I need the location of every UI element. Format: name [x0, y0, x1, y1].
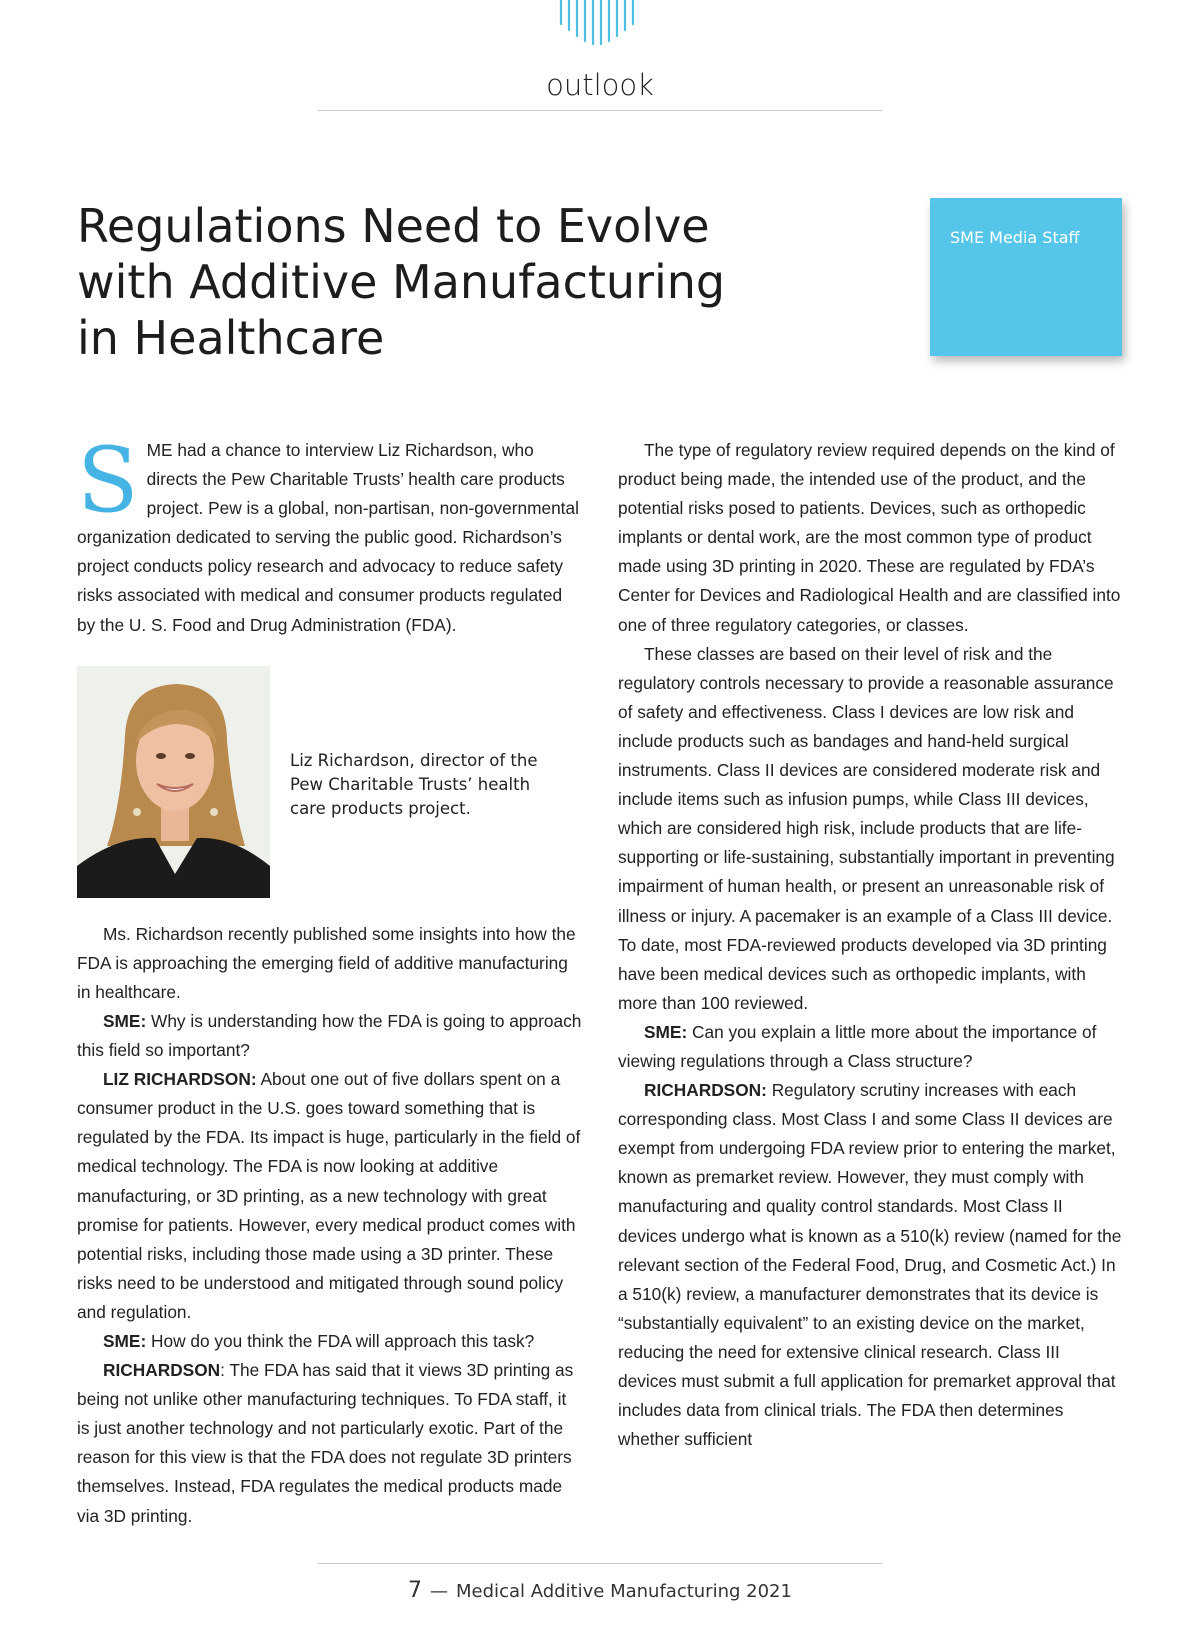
- body-paragraph: [77, 1065, 582, 1327]
- paragraph-text: These classes are based on their level of risk and the regulatory controls necessary to provide a reasonable assurance of safety and effectiveness. Class I devices are low risk and include products such as bandages and hand-held surgical instruments. Class II devices are considered moderate risk and include items such as infusion pumps, while Class III devices, which are considered high risk, include products that are life-supporting or life-sustaining, substantially important in preventing impairment of human health, or present an unreasonable risk of illness or injury. A pacemaker is an example of a Class III device. To date, most FDA-reviewed products developed via 3D printing have been medical devices such as orthopedic implants, with more than 100 reviewed.: [618, 643, 1115, 1013]
- body-paragraph: [618, 1076, 1123, 1454]
- speaker-label: SME:: [103, 1330, 147, 1351]
- title-line: in Healthcare: [77, 311, 385, 365]
- speaker-label: LIZ RICHARDSON:: [103, 1069, 257, 1090]
- body-paragraph: [77, 1007, 582, 1065]
- paragraph-text: : The FDA has said that it views 3D printing as being not unlike other manufacturing techniques. To FDA staff, it is just another technology and not particularly exotic. Part of the reason for this view is that the FDA does not regulate 3D printers themselves. Instead, FDA regulates the medical products made via 3D printing.: [77, 1360, 574, 1526]
- intro-paragraph: [77, 428, 582, 640]
- paragraph-text: How do you think the FDA will approach this task?: [146, 1330, 535, 1351]
- page-footer: [0, 1578, 1200, 1603]
- drop-cap: S: [77, 428, 139, 533]
- header-divider: [318, 110, 882, 111]
- byline: SME Media Staff: [950, 228, 1080, 247]
- left-column: [77, 428, 582, 1531]
- photo-caption: Liz Richardson, director of the Pew Charitable Trusts’ health care products project.: [290, 750, 538, 818]
- body-paragraph: [77, 1327, 582, 1356]
- logo-mark-icon: [558, 0, 642, 46]
- speaker-label: SME:: [644, 1021, 688, 1042]
- section-label: outlook: [546, 68, 654, 102]
- paragraph-text: Can you explain a little more about the importance of viewing regulations through a Class structure?: [618, 1021, 1097, 1071]
- body-paragraph: [77, 920, 582, 1007]
- paragraph-text: The type of regulatory review required depends on the kind of product being made, the intended use of the product, and the potential risks posed to patients. Devices, such as orthopedic implants or dental work, are the most common type of product made using 3D printing in 2020. These are regulated by FDA’s Center for Devices and Radiological Health and are classified into one of three regulatory categories, or classes.: [618, 440, 1121, 635]
- portrait-illustration: [77, 666, 270, 898]
- article-title: [77, 198, 757, 366]
- body-paragraph: [618, 640, 1123, 1018]
- paragraph-text: About one out of five dollars spent on a consumer product in the U.S. goes toward something that is regulated by the FDA. Its impact is huge, particularly in the field of medical technology. The FDA is now looking at additive manufacturing, or 3D printing, as a new technology with great promise for patients. However, every medical product comes with potential risks, including those made using a 3D printer. These risks need to be understood and mitigated through sound policy and regulation.: [77, 1069, 581, 1322]
- title-line: Regulations Need to Evolve: [77, 199, 710, 253]
- footer-separator: —: [430, 1581, 449, 1602]
- paragraph-text: Regulatory scrutiny increases with each corresponding class. Most Class I and some Class II devices are exempt from undergoing FDA review prior to entering the market, known as premarket review. However, they must comply with manufacturing and quality control standards. Most Class II devices undergo what is known as a 510(k) review (named for the relevant section of the Federal Food, Drug, and Cosmetic Act.) In a 510(k) review, a manufacturer demonstrates that its device is “substantially equivalent” to an existing device on the market, reducing the need for extensive clinical research. Class III devices must submit a full application for premarket approval that includes data from clinical trials. The FDA then determines whether sufficient: [618, 1080, 1122, 1450]
- footer-divider: [318, 1563, 882, 1564]
- body-paragraph: [618, 436, 1123, 640]
- page-number: 7: [408, 1578, 423, 1603]
- title-line: with Additive Manufacturing: [77, 255, 726, 309]
- speaker-label: RICHARDSON: [103, 1360, 221, 1381]
- body-paragraph: [77, 1356, 582, 1531]
- publication-name: Medical Additive Manufacturing 2021: [456, 1581, 792, 1602]
- paragraph-text: Ms. Richardson recently published some insights into how the FDA is approaching the emerging field of additive manufacturing in healthcare.: [77, 923, 576, 1002]
- body-paragraph: [618, 1018, 1123, 1076]
- speaker-label: RICHARDSON:: [644, 1080, 767, 1101]
- intro-text: ME had a chance to interview Liz Richardson, who directs the Pew Charitable Trusts’ health care products project. Pew is a global, non-partisan, non-governmental organization dedicated to serving the public good. Richardson’s project conducts policy research and advocacy to reduce safety risks associated with medical and consumer products regulated by the U. S. Food and Drug Administration (FDA).: [77, 440, 579, 635]
- paragraph-text: Why is understanding how the FDA is going to approach this field so important?: [77, 1010, 582, 1061]
- portrait-photo: [77, 666, 270, 898]
- byline-box: [930, 198, 1122, 356]
- right-column: [618, 436, 1123, 1454]
- portrait-figure: [77, 666, 582, 898]
- speaker-label: SME:: [103, 1010, 147, 1031]
